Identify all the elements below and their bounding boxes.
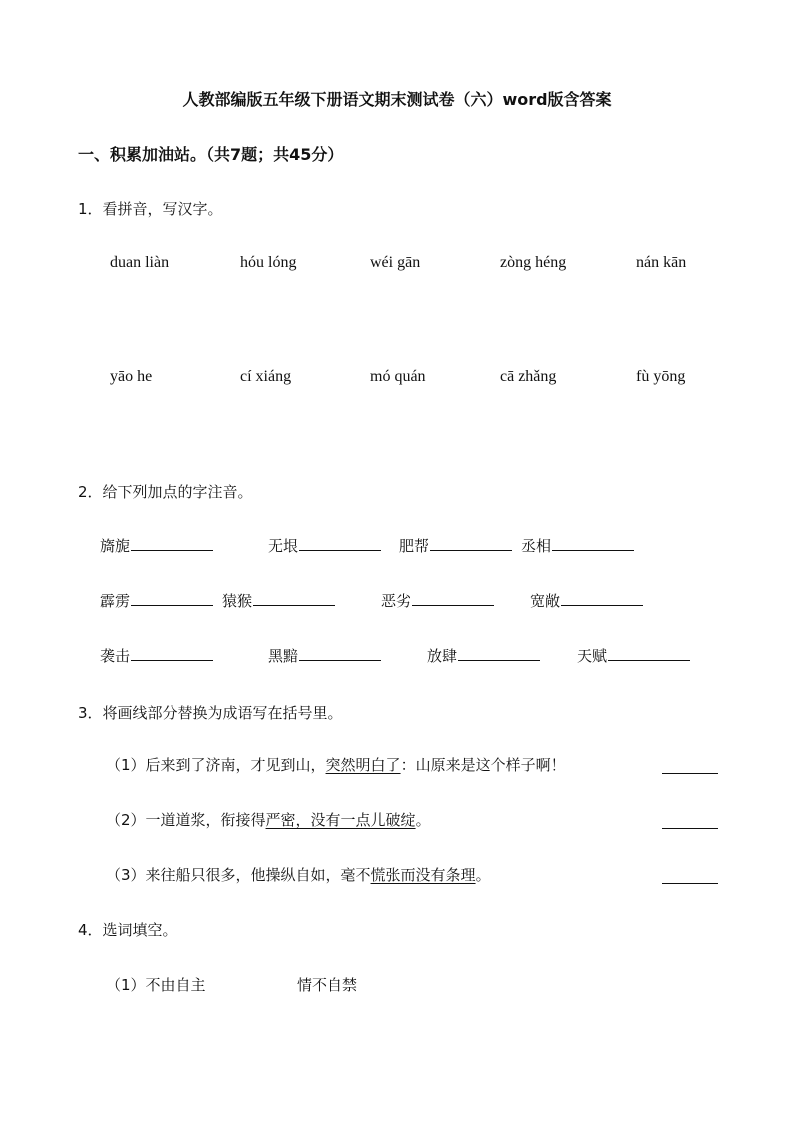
answer-blank[interactable] <box>412 591 494 606</box>
word-blank <box>530 590 643 611</box>
pinyin-item: fù yōng <box>636 368 686 385</box>
word-blank <box>521 535 634 556</box>
answer-blank[interactable] <box>608 646 690 661</box>
answer-blank[interactable] <box>662 827 718 829</box>
word-blank <box>399 535 512 556</box>
answer-blank[interactable] <box>299 646 381 661</box>
sentence-text: （2）一道道浆，衔接得 <box>106 811 266 829</box>
answer-blank[interactable] <box>662 772 718 774</box>
word-blank <box>427 645 540 666</box>
sentence-text: （3）来往船只很多，他操纵自如，毫不 <box>106 866 371 884</box>
question-4-label: 4．选词填空。 <box>78 921 178 939</box>
answer-blank[interactable] <box>131 591 213 606</box>
pinyin-item: zòng héng <box>500 254 567 271</box>
word-blank <box>100 645 213 666</box>
word-text: 袭击 <box>100 647 131 665</box>
word-blank <box>381 590 494 611</box>
underlined-phrase: 严密，没有一点儿破绽 <box>265 811 416 829</box>
question-3-label: 3．将画线部分替换为成语写在括号里。 <box>78 704 343 722</box>
answer-blank[interactable] <box>662 882 718 884</box>
sentence-text: （1）后来到了济南，才见到山， <box>106 756 326 774</box>
underlined-phrase: 突然明白了 <box>325 756 401 774</box>
sentence-1 <box>106 754 566 775</box>
word-blank <box>268 535 381 556</box>
answer-blank[interactable] <box>552 536 634 551</box>
answer-blank[interactable] <box>131 646 213 661</box>
pinyin-item: yāo he <box>110 368 153 385</box>
word-text: 宽敞 <box>530 592 561 610</box>
word-text: 猿猴 <box>222 592 253 610</box>
word-text: 黑黯 <box>268 647 299 665</box>
answer-blank[interactable] <box>253 591 335 606</box>
word-text: 恶劣 <box>381 592 412 610</box>
answer-blank[interactable] <box>299 536 381 551</box>
word-blank <box>577 645 690 666</box>
pinyin-item: wéi gān <box>370 254 421 271</box>
word-blank <box>222 590 335 611</box>
sentence-text: 。 <box>475 866 491 884</box>
answer-blank[interactable] <box>458 646 540 661</box>
sentence-text: 。 <box>415 811 431 829</box>
sentence-2 <box>106 809 431 830</box>
word-text: 放肆 <box>427 647 458 665</box>
word-blank <box>100 535 213 556</box>
word-option: （1）不由自主 <box>106 976 206 994</box>
sentence-text: ：山原来是这个样子啊！ <box>400 756 566 774</box>
answer-blank[interactable] <box>561 591 643 606</box>
pinyin-item: mó quán <box>370 368 426 385</box>
word-text: 旖旎 <box>100 537 131 555</box>
question-2-label: 2．给下列加点的字注音。 <box>78 483 253 501</box>
section-heading: 一、积累加油站。（共7题；共45分） <box>78 145 344 164</box>
word-text: 无垠 <box>268 537 299 555</box>
word-text: 肥帮 <box>399 537 430 555</box>
word-text: 天赋 <box>577 647 608 665</box>
pinyin-item: cā zhǎng <box>500 368 557 385</box>
word-option: 情不自禁 <box>297 976 358 994</box>
question-1-label: 1．看拼音，写汉字。 <box>78 200 223 218</box>
pinyin-item: nán kān <box>636 254 687 271</box>
answer-blank[interactable] <box>131 536 213 551</box>
page-title: 人教部编版五年级下册语文期末测试卷（六）word版含答案 <box>182 90 612 109</box>
word-text: 霹雳 <box>100 592 131 610</box>
pinyin-item: hóu lóng <box>240 254 297 271</box>
sentence-3 <box>106 864 491 885</box>
word-blank <box>100 590 213 611</box>
word-text: 丞相 <box>521 537 552 555</box>
pinyin-item: cí xiáng <box>240 368 292 385</box>
pinyin-item: duan liàn <box>110 254 170 271</box>
answer-blank[interactable] <box>430 536 512 551</box>
underlined-phrase: 慌张而没有条理 <box>370 866 476 884</box>
word-blank <box>268 645 381 666</box>
